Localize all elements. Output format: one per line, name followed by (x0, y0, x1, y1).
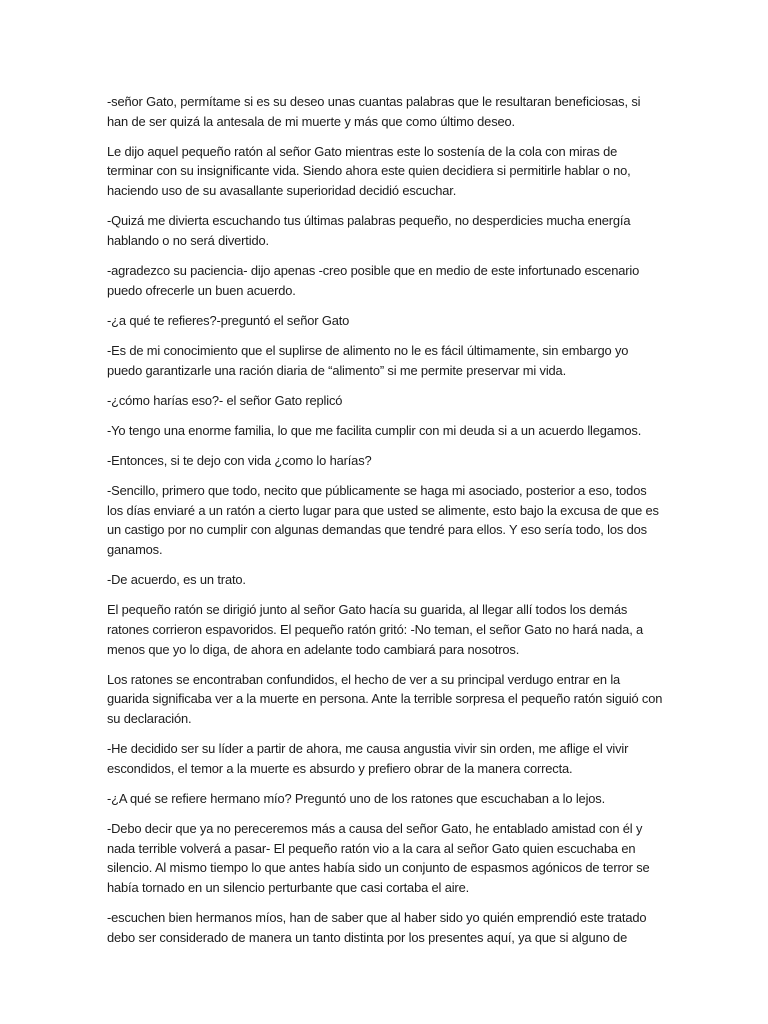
paragraph: -¿a qué te refieres?-preguntó el señor Gato (107, 312, 350, 328)
paragraph: -¿cómo harías eso?- el señor Gato replicó (107, 392, 343, 408)
paragraph: -¿A qué se refiere hermano mío? Preguntó uno de los ratones que escuchaban a lo lejos. (107, 790, 606, 806)
paragraph: -escuchen bien hermanos míos, han de saber que al haber sido yo quién emprendió este tratado debo ser considerado de manera un tanto distinta por los presentes aquí, ya que si alguno de (107, 910, 647, 945)
paragraph: -Yo tengo una enorme familia, lo que me facilita cumplir con mi deuda si a un acuerdo llegamos. (107, 422, 642, 438)
paragraph: Los ratones se encontraban confundidos, el hecho de ver a su principal verdugo entrar en la guarida significaba ver a la muerte en persona. Ante la terrible sorpresa el pequeño ratón siguió con su declaración. (107, 671, 663, 726)
document-body (107, 92, 663, 958)
paragraph: -Es de mi conocimiento que el suplirse de alimento no le es fácil últimamente, sin embargo yo puedo garantizarle una ración diaria de “alimento” si me permite preservar mi vida. (107, 342, 629, 378)
paragraph: -Sencillo, primero que todo, necito que públicamente se haga mi asociado, posterior a eso, todos los días enviaré a un ratón a cierto lugar para que usted se alimente, esto bajo la excusa de que es un castigo por no cumplir con algunas demandas que tendré para ellos. Y eso sería todo, los dos ganamos. (107, 483, 659, 558)
paragraph: -De acuerdo, es un trato. (107, 572, 246, 588)
paragraph: -Entonces, si te dejo con vida ¿como lo harías? (107, 453, 372, 469)
paragraph: -Quizá me divierta escuchando tus últimas palabras pequeño, no desperdicies mucha energía hablando o no será divertido. (107, 213, 631, 248)
paragraph: -Debo decir que ya no pereceremos más a causa del señor Gato, he entablado amistad con él y nada terrible volverá a pasar- El pequeño ratón vio a la cara al señor Gato quien escuchaba en silencio. Al mismo tiempo lo que antes había sido un conjunto de espasmos agónicos de terror se había tornado en un silencio perturbante que casi cortaba el aire. (107, 821, 650, 895)
paragraph: -He decidido ser su líder a partir de ahora, me causa angustia vivir sin orden, me aflige el vivir escondidos, el temor a la muerte es absurdo y prefiero obrar de la manera correcta. (107, 741, 629, 776)
paragraph: Le dijo aquel pequeño ratón al señor Gato mientras este lo sostenía de la cola con miras de terminar con su insignificante vida. Siendo ahora este quien decidiera si permitirle hablar o no, haciendo uso de su avasallante superioridad decidió escuchar. (107, 143, 631, 198)
paragraph: -agradezco su paciencia- dijo apenas -creo posible que en medio de este infortunado escenario puedo ofrecerle un buen acuerdo. (107, 262, 640, 298)
paragraph: El pequeño ratón se dirigió junto al señor Gato hacía su guarida, al llegar allí todos los demás ratones corrieron espavoridos. El pequeño ratón gritó: -No teman, el señor Gato no hará nada, a menos que yo lo diga, de ahora en adelante todo cambiará para nosotros. (107, 602, 644, 657)
paragraph: -señor Gato, permítame si es su deseo unas cuantas palabras que le resultaran beneficiosas, si han de ser quizá la antesala de mi muerte y más que como último deseo. (107, 94, 641, 129)
